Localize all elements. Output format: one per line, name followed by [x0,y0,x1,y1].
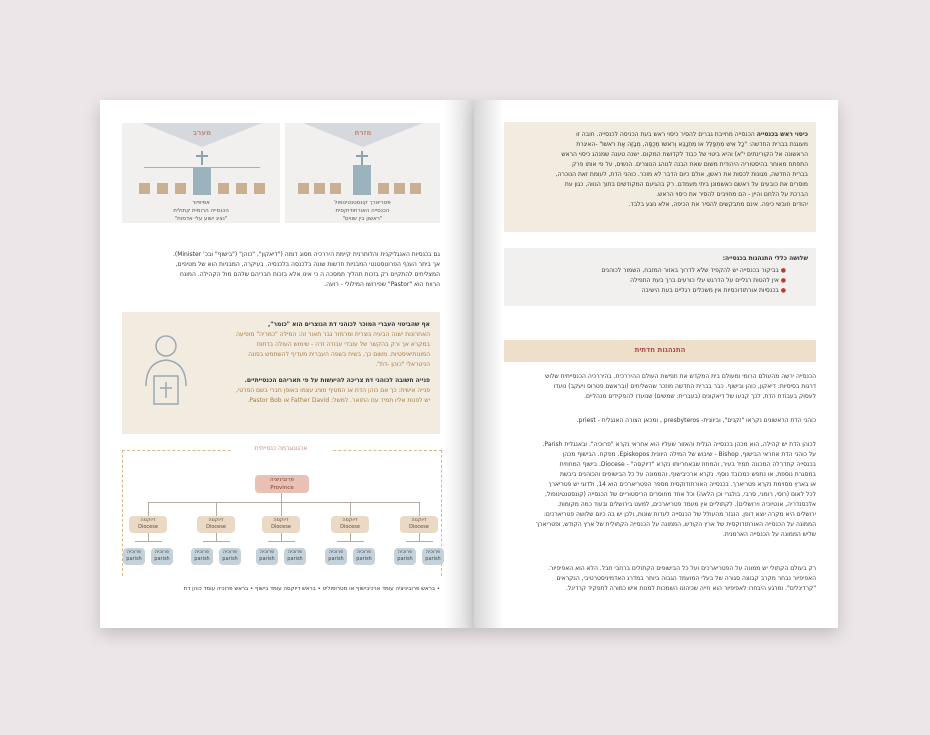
west-caption: אפיפיור הכנסייה הרומית קתולית "נציג ישוע עלי אדמות" [173,200,229,222]
hierarchy-paragraph: הכנסייה ירשה מהעולם הרומי ומעולם בית המקדש את תפישת העולם ההיררכית. בהיררכיה הכנסייתית שלוש דרגות בסיסיות: דיאקון, כוהן ובישוף. כבר בברית החדשה מוזכר שהשליחים (ובראשם פטרוס ויעקב) נועדו לעסוק בעבודת הדת, לכך קבעו של דיאקונים (בעברית: שמשים) שנועדו להפקידים מנהליים. [545,373,816,400]
church-square [298,183,309,194]
parish-node: פרוכיה parish [123,548,145,565]
cross-arm [196,155,208,157]
rules-title: שלושה כללי התנהגות בכנסייה: [722,255,808,262]
province-node: פרוביניציה Province [255,475,309,493]
church-square [157,183,168,194]
org-line [406,541,433,542]
diocese-node: דיוקסה Diocese [400,516,438,533]
behavior-rules-box [504,248,816,306]
cross-arm [356,155,368,157]
parish-node: פרוכיה parish [325,548,347,565]
head-covering-text: כיסוי ראש בכנסייה הכנסייה מחייבת גברים להסיר כיסוי ראש בעת הכניסה לכנסייה. חובה זו מעוגנת בברית החדשה: "כָל אִישׁ מִתְפַּלֵּל אוֹ מִתְנַבֵּא וְרֹאשׁוֹ מְכֻסֶּה, מְבַזֶּה אֶת רֹאשׁוֹ" -האיגרת הראשונה אל הקורינתים י"א) והיא ביטוי של כבוד לקדושת המקום. ישנה טענה שמנהג כיסוי הראש התפתח מאוחר בהיסטוריה היהודית משום שאת הבנה לנוהג הנוצרים. הנשים, על פי אותו פרק בברית החדשה, מגונות לכסות את ראשן, אולם כיום הדבר לא מוכר. כוהני הדת, לעומת זאת הנוכרה, מוסרים את כובעים על ראשם כאשמונן ביתי מעמדם. רק בהגיעם המקודשים בתוך הנווה, כגון עת הברכת על הלחם והיין - הם מחויבים להסיר את כיסוי הראש. יהודים חובשי כיפה. אינם מתבקשים להסיר את הכיפה, אלא נוגע בלבד. [555,131,808,208]
church-square [175,183,186,194]
org-chart-title: ארגונוגרמה כנסייתית [231,445,331,455]
east-caption: פטריארך קונסטנטינופול הכנסייה האורתודוקסית "ראשון בין שווים" [334,200,391,222]
pope-figure [193,167,211,195]
east-church-illustration [285,123,440,223]
org-line [281,493,282,502]
diocese-node: דיוקסה Diocese [262,516,300,533]
clergy-term-note [122,312,440,434]
church-square [139,183,150,194]
church-square [330,183,341,194]
org-footnote: • בראש פרוביניציה עומד ארכיבישוף או מטרופוליט • בראש דיוקסה עומד בישוף • בראש פרוכיה עומד כוהן דת [183,586,440,592]
diocese-node: דיוקסה Diocese [129,516,167,533]
parish-node: פרוכיה parish [422,548,444,565]
head-covering-title: כיסוי ראש בכנסייה [756,131,808,138]
behavior-rules-text: שלושה כללי התנהגות בכנסייה: ● בביקור בכנסייה יש להקפיד שלא לדרוך באזור המזבח, השמור לכוהנים ● אין להטות רגליים על הדרגש עלי כורעים ברך בעת התפילה ● בכנסיות אורתודוכסיות אין משכלים רגליים בעת הישיבה [512,254,808,296]
church-square [236,183,247,194]
presbyter-paragraph: כוהני הדת הראשונים נקראו "זקנים", וביוונית- presbyteros , ומכאן הצורה האנגלית - priest. [576,417,816,424]
org-line [203,541,230,542]
diocese-node: דיוקסה Diocese [331,516,369,533]
org-line [135,541,162,542]
church-square [314,183,325,194]
diocese-node: דיוקסה Diocese [197,516,235,533]
spine-shadow [444,100,474,628]
east-label: מזרח [354,129,372,137]
patriarch-figure [353,165,371,195]
parish-node: פרוכיה parish [353,548,375,565]
west-label: מערב [192,129,212,137]
right-page [474,100,838,628]
org-line [419,533,420,541]
org-line [148,502,420,503]
cross-icon [361,151,363,165]
org-line [281,502,282,516]
section-title: התנהגות חדתית [634,346,686,354]
org-line [281,533,282,541]
cross-icon [201,151,203,165]
spine-shadow [474,100,504,628]
parish-node: פרוכיה parish [191,548,213,565]
org-line [419,502,420,516]
church-square [218,183,229,194]
left-page [100,100,474,628]
parish-node: פרוכיה parish [151,548,173,565]
church-square [378,183,389,194]
org-line [148,502,149,516]
org-line [268,541,295,542]
org-line [350,502,351,516]
parish-node: פרוכיה parish [284,548,306,565]
section-header [504,340,816,362]
org-line [216,502,217,516]
parish-node: פרוכיה parish [394,548,416,565]
west-church-illustration [122,123,280,223]
parish-node: פרוכיה parish [256,548,278,565]
priest-icon [136,326,196,406]
org-line [148,533,149,541]
head-covering-box [504,122,816,232]
church-square [410,183,421,194]
church-square [394,183,405,194]
church-square [254,183,265,194]
parish-node: פרוכיה parish [219,548,241,565]
org-line [350,533,351,541]
pope-paragraph: רק בעולם הקתולי יש ממונה על הפטריארכים ועל כל הבישופים הקתולים ברחבי תבל. הלא הוא האפיפיור. האפיפיור נבחר מקרב קבוצה סגורה של בעלי המועמד הגבוה ביותר במדרג האדמיניסטרטיבי, הנקראים "קרדינלים". ומרגע היבחרו לאפיפיור הוא חייה שכיהונו השמכות למנות אישׁ כמורה לתפקיד קרדינל. [548,565,816,592]
note-text: אף שהביטוי העברי המוכר לכוהני דת הנוצרים הוא "כומר", האחרונות ישנה הבעיה נוצרית ומרמזר גבר תאור זה: המילה "כמריה" מופיעה במקרא אך ורק בהקשר של עובדי עבודה זרה - שימוש העולה בדתות המונותיאיסטיות. משום כך, בשיח בשפה העברית מעדיף להשתמש בפונה הניטראלי "כוהן -דת". פנייה חשובה לכוהני דת צריכה להיעשות על פי תאריהם הכנסייתיים. פנייה אישית: כך אם כוהן הדת או המטיף מציג עצמו באופן חברי בשם הפרטי, יש לפנות אליו תמיד עם התואר. למשל: Father David או Pastor Bob. [235,321,430,404]
org-line [337,541,364,542]
protestant-paragraph: גם בכנסיות האנגליקנית והלותרנית קיימת היררכיה מסוג דומה ("דיאקון", "כוהן" ("בישוף" ובכ' Minister). אך ביתר הענף הפרוטסטנטי המבניות חדשות שונה בלכנסה בלכנסיה. בעיקרה, המבניות הוא של מטיפים, המצליחים להתקיים רק בזכות תהליך תמסכה ה כי אינו אלא בזכות חבריהם שלהם מול הקהילה. המונח הרווח הוא "Pastor" שפירושו המילולי - רועה. [172,251,440,288]
bishop-paragraph: לכוהן הדת יש קהילה, הוא מכהן בכנסייה הגלית והאזור שעליו הוא אחראי נקרא "פרוכיה". ובאנגלית Parish. על כוהני הדת אחראי הבישוף, Bishop - שיבוש של המילה היוונית Episkopos. מפקח. הבישוף מכהן בכנסייה קתדרלה המכונה תמיד בעיר, והמחוז שבאחריותו נקרא "דיוקסה" - Diocese. בישוף המחוזית במסגרת נוספת, או נתפש כמכובד נוסף. נקרא ארכיבישוף, והממונה על כל הבישופים והכוהנים ביבשת או בארץ מסוימת נקרא פטריארך. בכנסייה האורתודוקסית מספר הפטריארכים הוא 14, ולדוגי יש פטריארך לכל לאום (רוסי, רומני, סרבי, בולגרי וכן הלאה) וכל אחד מחוסרים הריסטוריים של הכנסייה (קונסטנטינופול, אלכסנדריה, אנטיוכיה וירושלים). לקתוליים אין מעמד פטריארכים, למעט בירושלים ובעוד כמה מקומות. ירושלים היא מקרה יוצא דופן. הנגזר מהעולל של הכנסייה לעדות שונות, ולכן יש בה כיום שלושה פטריארכים: הממונה על הכנסייה האורתודוקסית של ארץ הקודש, הממונה על הכנסייה הקתולית של ארץ הקודש, ופטריארך שליש הממונה על הכנסייה הארמנית. [535,441,816,538]
org-line [216,533,217,541]
